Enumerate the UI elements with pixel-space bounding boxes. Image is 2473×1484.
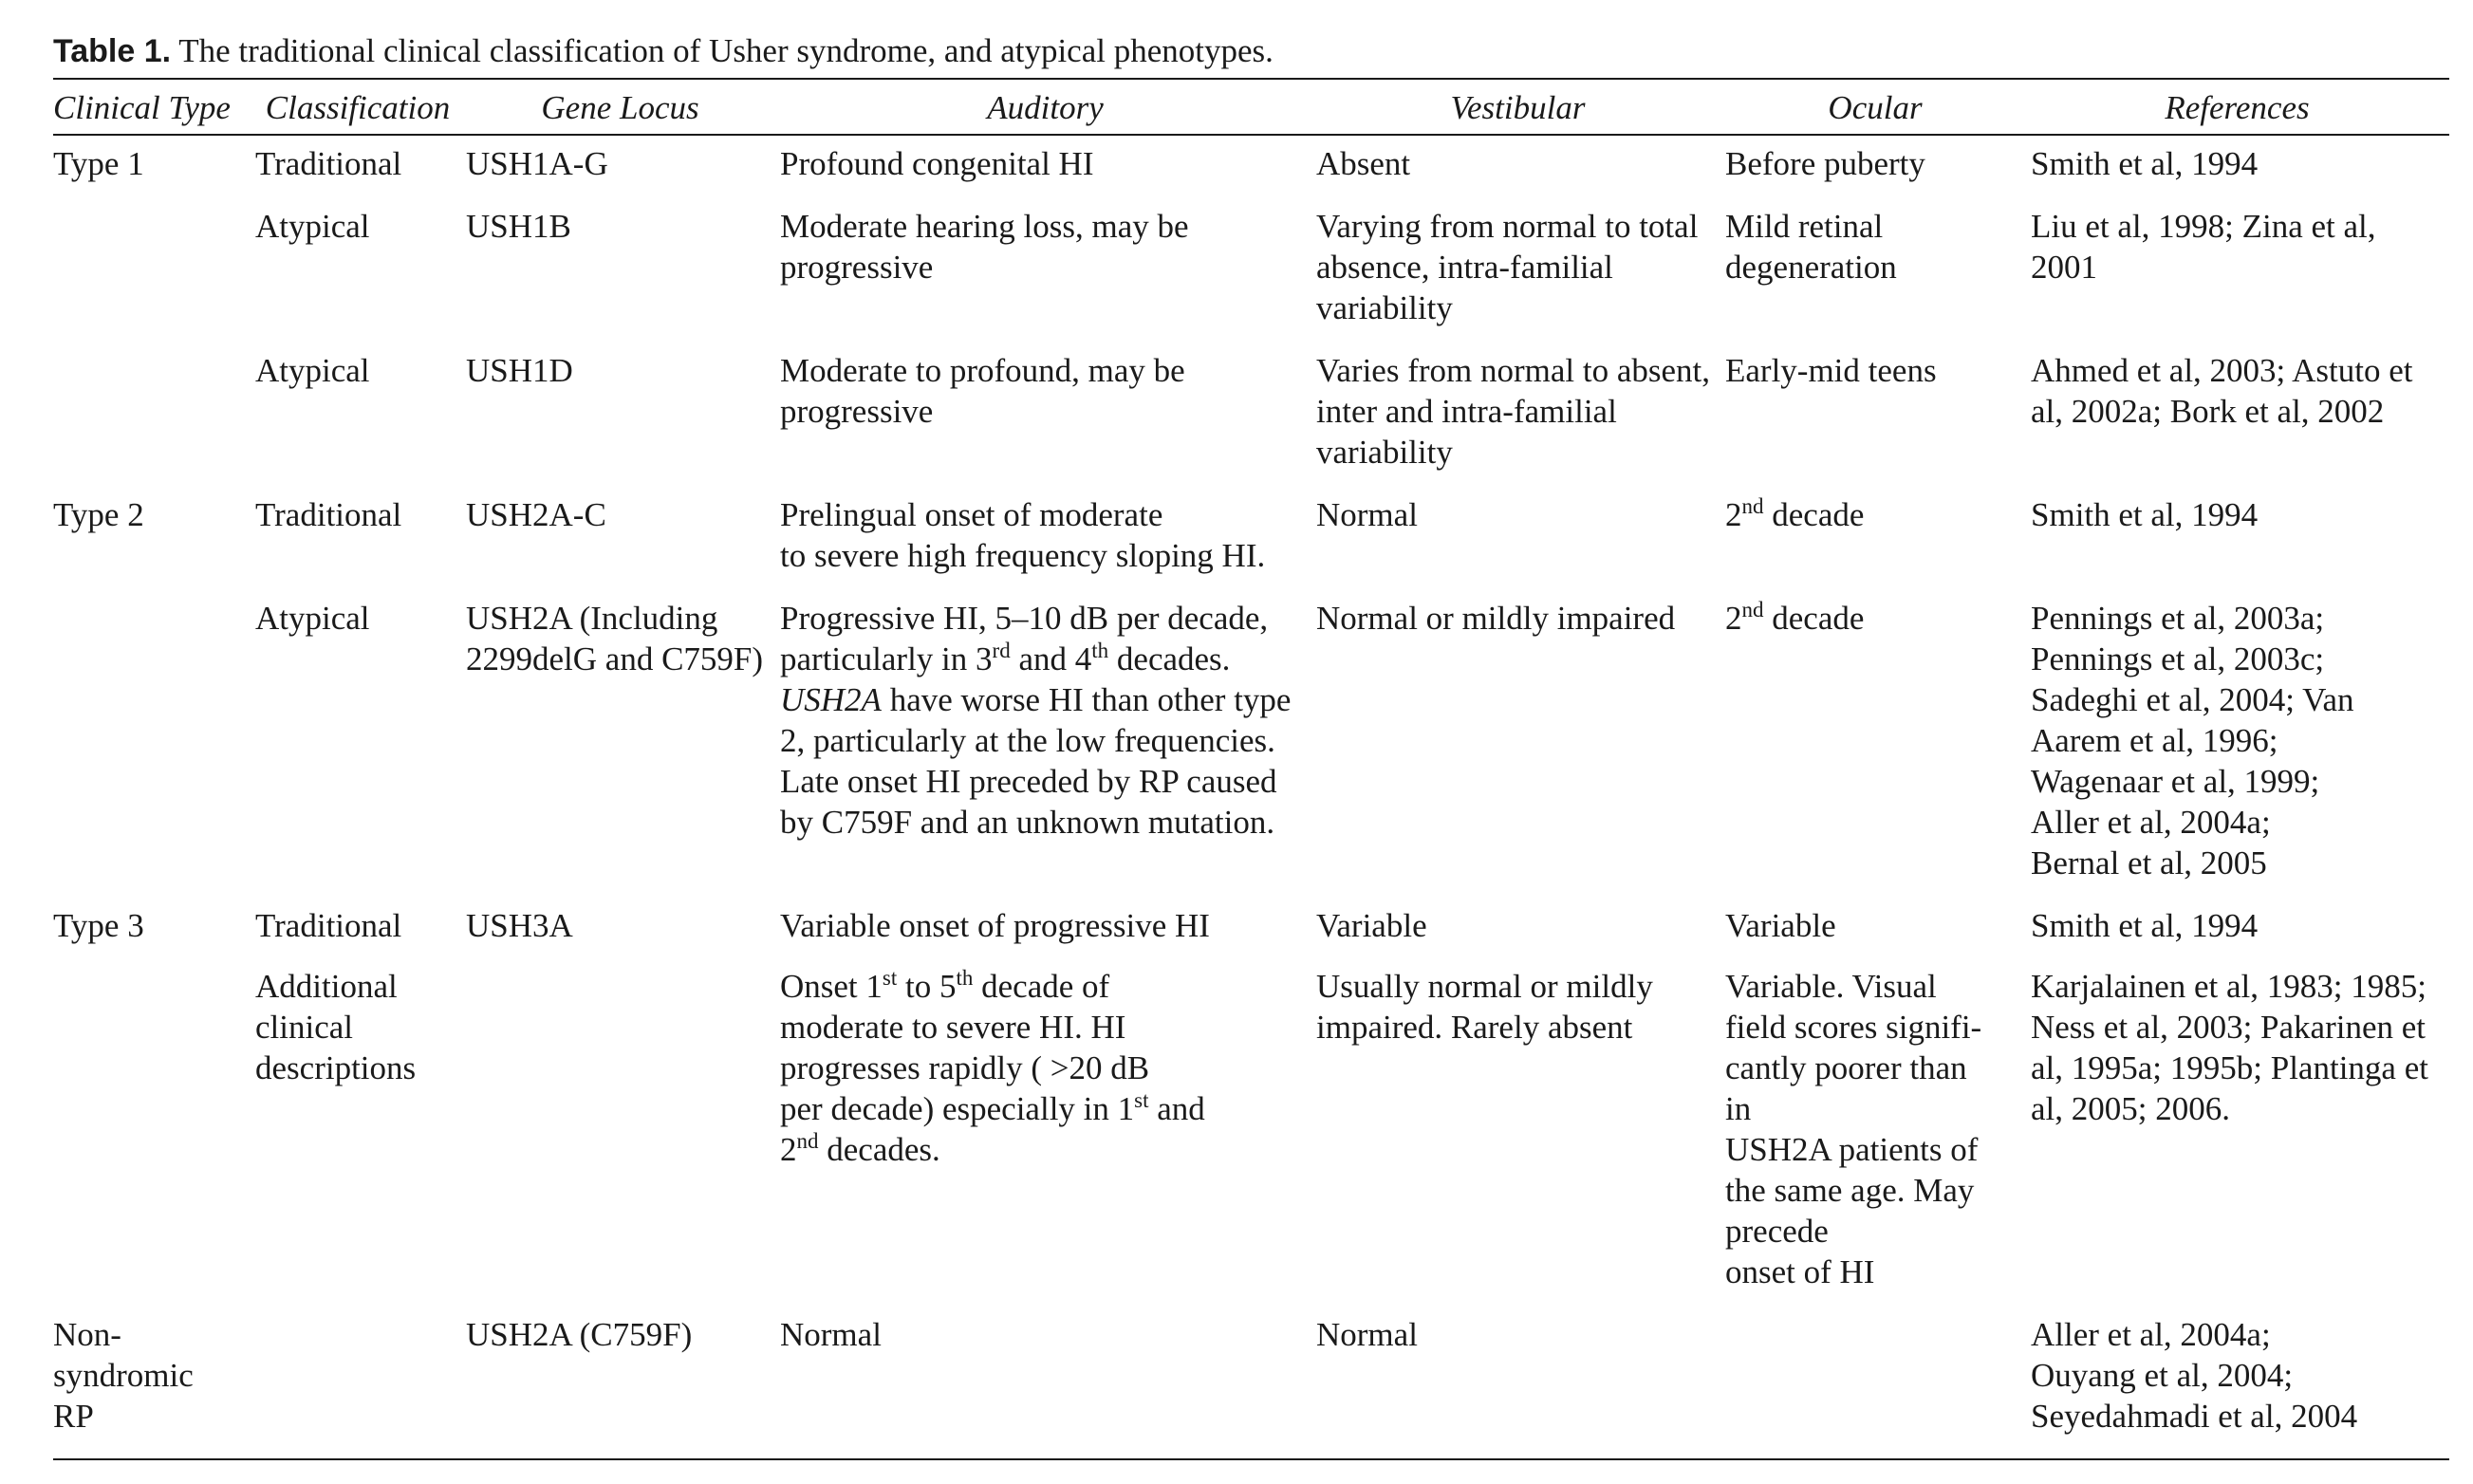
auditory-text: to 5	[897, 968, 957, 1005]
table-caption	[53, 28, 2449, 78]
cell-classification: Traditional	[255, 496, 402, 533]
table-row	[53, 905, 2449, 966]
cell-clinical-type: Type 1	[53, 145, 144, 182]
cell-auditory	[780, 966, 1316, 1314]
cell-auditory-line	[780, 1129, 1309, 1170]
cell-gene-locus	[466, 966, 780, 1314]
cell-references: Karjalainen et al, 1983; 1985; Ness et al, 2003; Pakarinen et al, 1995a; 1995b; Plantinga et al, 2005; 2006.	[2031, 968, 2428, 1127]
ordinal-suffix: nd	[1741, 494, 1764, 518]
cell-classification: Additional clinical descriptions	[255, 968, 417, 1086]
table-row	[53, 494, 2449, 598]
table-row	[53, 135, 2449, 206]
ordinal-suffix: st	[882, 966, 898, 990]
auditory-text: Progressive HI, 5–10 dB per decade, particularly in 3	[780, 600, 1269, 677]
table-caption-text: The traditional clinical classification of Usher syndrome, and atypical phenotypes.	[178, 32, 1274, 69]
cell-vestibular: Varies from normal to absent, inter and intra-familial variability	[1316, 352, 1711, 471]
cell-ocular	[1725, 966, 2031, 1314]
cell-references: Smith et al, 1994	[2031, 496, 2259, 533]
cell-clinical-type	[53, 350, 255, 494]
cell-ocular	[1725, 598, 2031, 905]
column-header-vestibular: Vestibular	[1450, 89, 1586, 126]
cell-clinical-type	[53, 206, 255, 350]
auditory-text: have worse HI than other type 2, particularly at the low frequencies. Late onset HI preceded by RP caused by C759F and an unknown mutation.	[780, 681, 1292, 841]
cell-auditory: Moderate hearing loss, may be progressive	[780, 208, 1189, 286]
ordinal-suffix: th	[1091, 639, 1109, 662]
cell-references	[2031, 1314, 2449, 1459]
cell-clinical-type	[53, 966, 255, 1314]
cell-vestibular: Varying from normal to total absence, intra-familial variability	[1316, 208, 1699, 326]
table-page	[53, 28, 2449, 1460]
column-header-auditory: Auditory	[987, 89, 1104, 126]
ocular-line: in	[1725, 1090, 1752, 1127]
ocular-text: decade	[1763, 600, 1865, 637]
cell-references	[2031, 598, 2449, 905]
table-row	[53, 1314, 2449, 1459]
cell-auditory	[780, 494, 1316, 598]
cell-vestibular: Normal	[1316, 1316, 1418, 1353]
reference-line: Pennings et al, 2003c;	[2031, 640, 2325, 677]
cell-gene-locus: USH3A	[466, 907, 573, 944]
cell-vestibular: Normal or mildly impaired	[1316, 600, 1676, 637]
cell-ocular	[1725, 494, 2031, 598]
ordinal-suffix: th	[956, 966, 974, 990]
cell-classification	[255, 1314, 466, 1459]
cell-references: Ahmed et al, 2003; Astuto et al, 2002a; Bork et al, 2002	[2031, 352, 2413, 430]
clinical-type-line: Non-	[53, 1316, 121, 1353]
ocular-text: decade	[1763, 496, 1865, 533]
cell-clinical-type	[53, 598, 255, 905]
reference-line: Sadeghi et al, 2004; Van	[2031, 681, 2354, 718]
cell-auditory: Variable onset of progressive HI	[780, 907, 1210, 944]
ocular-line: Variable. Visual	[1725, 968, 1937, 1005]
cell-auditory-line: moderate to severe HI. HI	[780, 1009, 1126, 1046]
cell-classification: Atypical	[255, 208, 370, 245]
auditory-text: and	[1148, 1090, 1205, 1127]
column-header-gene-locus: Gene Locus	[541, 89, 699, 126]
usher-classification-table	[53, 78, 2449, 1460]
column-header-references: References	[2165, 89, 2310, 126]
cell-auditory-line: progresses rapidly ( >20 dB	[780, 1049, 1150, 1086]
cell-auditory: Normal	[780, 1316, 882, 1353]
cell-gene-locus: USH1D	[466, 352, 573, 389]
cell-ocular: Early-mid teens	[1725, 352, 1937, 389]
cell-gene-locus: USH2A (C759F)	[466, 1316, 693, 1353]
ocular-text: 2	[1725, 600, 1742, 637]
reference-line: Ouyang et al, 2004;	[2031, 1357, 2294, 1394]
auditory-text: per decade) especially in 1	[780, 1090, 1135, 1127]
cell-gene-locus: USH2A-C	[466, 496, 606, 533]
reference-line: Pennings et al, 2003a;	[2031, 600, 2325, 637]
cell-vestibular: Normal	[1316, 496, 1418, 533]
reference-line: Seyedahmadi et al, 2004	[2031, 1398, 2358, 1435]
table-row	[53, 966, 2449, 1314]
cell-ocular: Mild retinal degeneration	[1725, 208, 1897, 286]
auditory-text: 2	[780, 1131, 797, 1168]
ordinal-suffix: st	[1134, 1088, 1149, 1112]
column-header-classification: Classification	[265, 89, 451, 126]
column-header-clinical-type: Clinical Type	[53, 89, 231, 126]
cell-auditory-line: Prelingual onset of moderate	[780, 496, 1163, 533]
cell-classification: Traditional	[255, 907, 402, 944]
cell-vestibular: Usually normal or mildly impaired. Rarely absent	[1316, 968, 1653, 1046]
cell-clinical-type: Type 2	[53, 496, 144, 533]
clinical-type-line: RP	[53, 1398, 94, 1435]
gene-name-italic: USH2A	[780, 681, 882, 718]
cell-gene-locus: USH2A (Including 2299delG and C759F)	[466, 600, 764, 677]
reference-line: Aller et al, 2004a;	[2031, 804, 2271, 841]
ocular-line: field scores signifi-	[1725, 1009, 1982, 1046]
ocular-line: the same age. May	[1725, 1172, 1975, 1209]
cell-auditory	[780, 598, 1316, 905]
ocular-line: precede	[1725, 1213, 1829, 1250]
cell-ocular: Before puberty	[1725, 145, 1925, 182]
cell-ocular	[1725, 1314, 2031, 1459]
cell-auditory-line	[780, 1088, 1309, 1129]
table-row	[53, 350, 2449, 494]
table-row	[53, 598, 2449, 905]
table-caption-label: Table 1.	[53, 33, 172, 69]
cell-gene-locus: USH1B	[466, 208, 571, 245]
ocular-text: 2	[1725, 496, 1742, 533]
cell-classification: Atypical	[255, 600, 370, 637]
reference-line: Wagenaar et al, 1999;	[2031, 763, 2320, 800]
auditory-text: and 4	[1010, 640, 1092, 677]
ordinal-suffix: nd	[796, 1129, 819, 1153]
cell-auditory-line	[780, 966, 1309, 1007]
cell-vestibular: Variable	[1316, 907, 1427, 944]
auditory-text: decades.	[1108, 640, 1231, 677]
ordinal-suffix: nd	[1741, 598, 1764, 621]
cell-vestibular: Absent	[1316, 145, 1411, 182]
reference-line: Bernal et al, 2005	[2031, 844, 2267, 881]
ocular-line: USH2A patients of	[1725, 1131, 1979, 1168]
cell-classification: Atypical	[255, 352, 370, 389]
reference-line: Aller et al, 2004a;	[2031, 1316, 2271, 1353]
clinical-type-line: syndromic	[53, 1357, 194, 1394]
ocular-line: onset of HI	[1725, 1253, 1875, 1290]
cell-classification: Traditional	[255, 145, 402, 182]
cell-references: Smith et al, 1994	[2031, 145, 2259, 182]
cell-auditory-line: to severe high frequency sloping HI.	[780, 537, 1266, 574]
table-row	[53, 206, 2449, 350]
cell-gene-locus: USH1A-G	[466, 145, 608, 182]
reference-line: Aarem et al, 1996;	[2031, 722, 2278, 759]
cell-auditory: Profound congenital HI	[780, 145, 1094, 182]
cell-clinical-type	[53, 1314, 255, 1459]
table-header-row	[53, 79, 2449, 135]
cell-clinical-type: Type 3	[53, 907, 144, 944]
ordinal-suffix: rd	[992, 639, 1011, 662]
cell-auditory: Moderate to profound, may be progressive	[780, 352, 1185, 430]
cell-references: Smith et al, 1994	[2031, 907, 2259, 944]
auditory-text: Onset 1	[780, 968, 883, 1005]
auditory-text: decades.	[818, 1131, 940, 1168]
cell-references: Liu et al, 1998; Zina et al, 2001	[2031, 208, 2376, 286]
ocular-line: cantly poorer than	[1725, 1049, 1967, 1086]
cell-ocular: Variable	[1725, 907, 1836, 944]
auditory-text: decade of	[973, 968, 1110, 1005]
column-header-ocular: Ocular	[1828, 89, 1923, 126]
